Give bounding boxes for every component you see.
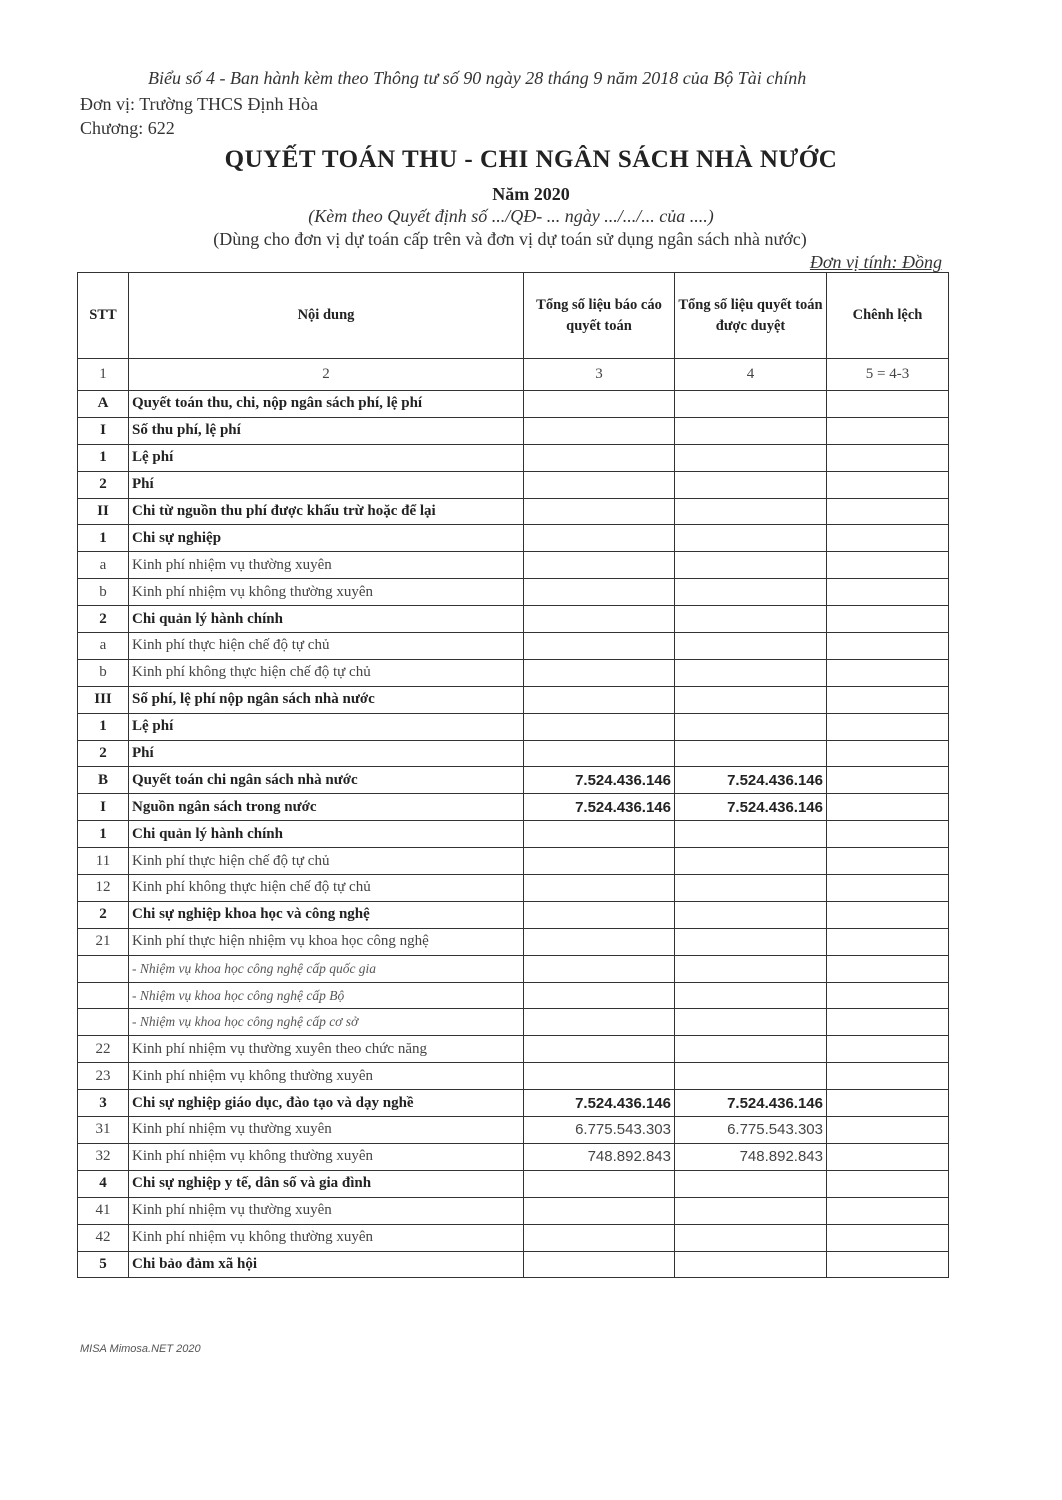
decision-reference: (Kèm theo Quyết định số .../QĐ- ... ngày .../.../... của ....) — [308, 206, 714, 226]
row-difference — [827, 552, 949, 579]
row-stt: I — [78, 794, 129, 821]
row-content: Kinh phí thực hiện chế độ tự chủ — [129, 848, 524, 875]
row-difference — [827, 1143, 949, 1170]
row-content: Kinh phí nhiệm vụ thường xuyên — [129, 1197, 524, 1224]
header-approved: Tổng số liệu quyết toán được duyệt — [675, 273, 827, 359]
row-stt: b — [78, 659, 129, 686]
column-number: 1 — [78, 359, 129, 391]
row-content: Kinh phí nhiệm vụ không thường xuyên — [129, 579, 524, 606]
row-difference — [827, 391, 949, 418]
row-difference — [827, 848, 949, 875]
row-reported-amount: 7.524.436.146 — [524, 767, 675, 794]
row-reported-amount — [524, 471, 675, 498]
row-content: Kinh phí không thực hiện chế độ tự chủ — [129, 659, 524, 686]
row-stt: a — [78, 552, 129, 579]
row-difference — [827, 1063, 949, 1090]
row-approved-amount — [675, 901, 827, 928]
row-content: Chi quản lý hành chính — [129, 821, 524, 848]
row-approved-amount — [675, 633, 827, 660]
row-difference — [827, 525, 949, 552]
row-difference — [827, 713, 949, 740]
row-reported-amount — [524, 659, 675, 686]
row-stt: I — [78, 417, 129, 444]
row-stt: 12 — [78, 875, 129, 902]
row-content: Phí — [129, 740, 524, 767]
row-approved-amount — [675, 552, 827, 579]
row-difference — [827, 686, 949, 713]
row-difference — [827, 659, 949, 686]
row-difference — [827, 1197, 949, 1224]
table-row — [78, 901, 949, 928]
row-difference — [827, 955, 949, 982]
row-stt: 2 — [78, 740, 129, 767]
row-difference — [827, 1251, 949, 1278]
row-approved-amount: 6.775.543.303 — [675, 1117, 827, 1144]
row-content: Kinh phí nhiệm vụ thường xuyên — [129, 1117, 524, 1144]
row-approved-amount — [675, 1197, 827, 1224]
row-stt: 1 — [78, 821, 129, 848]
table-row — [78, 875, 949, 902]
row-stt: 21 — [78, 928, 129, 955]
table-row — [78, 471, 949, 498]
row-difference — [827, 579, 949, 606]
row-reported-amount — [524, 391, 675, 418]
row-approved-amount: 7.524.436.146 — [675, 794, 827, 821]
table-row — [78, 794, 949, 821]
row-approved-amount — [675, 1224, 827, 1251]
row-reported-amount — [524, 955, 675, 982]
row-approved-amount — [675, 1063, 827, 1090]
row-stt: 1 — [78, 713, 129, 740]
row-approved-amount — [675, 713, 827, 740]
row-difference — [827, 471, 949, 498]
row-approved-amount — [675, 848, 827, 875]
row-stt: B — [78, 767, 129, 794]
row-stt: 1 — [78, 525, 129, 552]
row-reported-amount — [524, 552, 675, 579]
row-content: Kinh phí thực hiện chế độ tự chủ — [129, 633, 524, 660]
row-difference — [827, 982, 949, 1009]
row-difference — [827, 1170, 949, 1197]
row-reported-amount — [524, 1197, 675, 1224]
row-reported-amount — [524, 417, 675, 444]
row-approved-amount: 7.524.436.146 — [675, 1090, 827, 1117]
row-stt: 3 — [78, 1090, 129, 1117]
report-year: Năm 2020 — [492, 184, 570, 204]
row-content: Chi quản lý hành chính — [129, 606, 524, 633]
row-stt: 2 — [78, 471, 129, 498]
row-approved-amount — [675, 391, 827, 418]
table-row — [78, 767, 949, 794]
table-row — [78, 982, 949, 1009]
row-content: - Nhiệm vụ khoa học công nghệ cấp cơ sở — [129, 1009, 524, 1036]
table-row — [78, 579, 949, 606]
row-difference — [827, 821, 949, 848]
row-reported-amount: 6.775.543.303 — [524, 1117, 675, 1144]
row-reported-amount — [524, 928, 675, 955]
table-row — [78, 1224, 949, 1251]
row-difference — [827, 1117, 949, 1144]
row-approved-amount — [675, 498, 827, 525]
row-approved-amount — [675, 875, 827, 902]
header-reported: Tổng số liệu báo cáo quyết toán — [524, 273, 675, 359]
row-reported-amount — [524, 1036, 675, 1063]
row-difference — [827, 606, 949, 633]
document-title: QUYẾT TOÁN THU - CHI NGÂN SÁCH NHÀ NƯỚC — [224, 146, 838, 173]
row-reported-amount: 748.892.843 — [524, 1143, 675, 1170]
row-stt: 2 — [78, 901, 129, 928]
row-content: Số thu phí, lệ phí — [129, 417, 524, 444]
row-difference — [827, 767, 949, 794]
row-reported-amount — [524, 1063, 675, 1090]
currency-unit: Đơn vị tính: Đồng — [809, 252, 942, 272]
row-approved-amount — [675, 444, 827, 471]
row-stt: III — [78, 686, 129, 713]
row-reported-amount — [524, 525, 675, 552]
row-content: Chi từ nguồn thu phí được khấu trừ hoặc để lại — [129, 498, 524, 525]
row-content: Lệ phí — [129, 713, 524, 740]
table-row — [78, 606, 949, 633]
table-row — [78, 1170, 949, 1197]
row-reported-amount — [524, 982, 675, 1009]
row-reported-amount — [524, 713, 675, 740]
row-stt — [78, 1009, 129, 1036]
table-row — [78, 955, 949, 982]
row-content: Chi sự nghiệp khoa học và công nghệ — [129, 901, 524, 928]
column-number: 4 — [675, 359, 827, 391]
row-stt: 4 — [78, 1170, 129, 1197]
row-content: Quyết toán thu, chi, nộp ngân sách phí, lệ phí — [129, 391, 524, 418]
row-approved-amount — [675, 928, 827, 955]
row-reported-amount — [524, 848, 675, 875]
row-reported-amount — [524, 875, 675, 902]
row-approved-amount — [675, 579, 827, 606]
table-header-row — [78, 273, 949, 359]
table-row — [78, 928, 949, 955]
row-content: Lệ phí — [129, 444, 524, 471]
row-approved-amount: 7.524.436.146 — [675, 767, 827, 794]
row-reported-amount: 7.524.436.146 — [524, 1090, 675, 1117]
usage-note: (Dùng cho đơn vị dự toán cấp trên và đơn vị dự toán sử dụng ngân sách nhà nước) — [213, 229, 807, 249]
table-body — [78, 391, 949, 1278]
row-content: Kinh phí không thực hiện chế độ tự chủ — [129, 875, 524, 902]
table-row — [78, 525, 949, 552]
row-content: Quyết toán chi ngân sách nhà nước — [129, 767, 524, 794]
row-content: Số phí, lệ phí nộp ngân sách nhà nước — [129, 686, 524, 713]
row-difference — [827, 1009, 949, 1036]
row-approved-amount — [675, 1170, 827, 1197]
row-content: - Nhiệm vụ khoa học công nghệ cấp Bộ — [129, 982, 524, 1009]
row-approved-amount — [675, 955, 827, 982]
row-stt: 31 — [78, 1117, 129, 1144]
row-difference — [827, 1090, 949, 1117]
row-content: Kinh phí nhiệm vụ thường xuyên theo chức năng — [129, 1036, 524, 1063]
table-row — [78, 713, 949, 740]
row-difference — [827, 1036, 949, 1063]
row-approved-amount — [675, 821, 827, 848]
row-approved-amount — [675, 525, 827, 552]
row-difference — [827, 1224, 949, 1251]
table-row — [78, 391, 949, 418]
row-content: Kinh phí thực hiện nhiệm vụ khoa học công nghệ — [129, 928, 524, 955]
table-row — [78, 686, 949, 713]
table-row — [78, 498, 949, 525]
row-difference — [827, 901, 949, 928]
row-reported-amount — [524, 1170, 675, 1197]
row-stt: a — [78, 633, 129, 660]
row-approved-amount — [675, 606, 827, 633]
row-stt: b — [78, 579, 129, 606]
row-approved-amount — [675, 1009, 827, 1036]
row-difference — [827, 875, 949, 902]
table-row — [78, 417, 949, 444]
table-row — [78, 821, 949, 848]
unit-name: Đơn vị: Trường THCS Định Hòa — [80, 94, 318, 114]
row-reported-amount — [524, 444, 675, 471]
table-row — [78, 1117, 949, 1144]
table-row — [78, 1143, 949, 1170]
row-difference — [827, 444, 949, 471]
row-difference — [827, 794, 949, 821]
row-stt: 22 — [78, 1036, 129, 1063]
table-row — [78, 444, 949, 471]
row-content: Kinh phí nhiệm vụ không thường xuyên — [129, 1143, 524, 1170]
row-stt: A — [78, 391, 129, 418]
column-number: 3 — [524, 359, 675, 391]
settlement-table — [77, 272, 949, 1278]
row-content: Kinh phí nhiệm vụ thường xuyên — [129, 552, 524, 579]
row-difference — [827, 498, 949, 525]
row-stt: 11 — [78, 848, 129, 875]
row-reported-amount — [524, 821, 675, 848]
row-stt: 5 — [78, 1251, 129, 1278]
row-content: Kinh phí nhiệm vụ không thường xuyên — [129, 1224, 524, 1251]
header-stt: STT — [78, 273, 129, 359]
table-row — [78, 1251, 949, 1278]
row-reported-amount — [524, 579, 675, 606]
row-approved-amount — [675, 686, 827, 713]
row-content: Chi sự nghiệp giáo dục, đào tạo và dạy nghề — [129, 1090, 524, 1117]
row-approved-amount — [675, 471, 827, 498]
row-reported-amount — [524, 686, 675, 713]
row-stt: 1 — [78, 444, 129, 471]
row-difference — [827, 740, 949, 767]
row-stt — [78, 955, 129, 982]
table-row — [78, 1036, 949, 1063]
row-difference — [827, 417, 949, 444]
table-row — [78, 633, 949, 660]
row-reported-amount: 7.524.436.146 — [524, 794, 675, 821]
row-content: Chi bảo đảm xã hội — [129, 1251, 524, 1278]
header-difference: Chênh lệch — [827, 273, 949, 359]
table-row — [78, 1063, 949, 1090]
row-content: Nguồn ngân sách trong nước — [129, 794, 524, 821]
row-reported-amount — [524, 740, 675, 767]
row-reported-amount — [524, 606, 675, 633]
row-difference — [827, 633, 949, 660]
row-stt: 42 — [78, 1224, 129, 1251]
row-stt: 2 — [78, 606, 129, 633]
row-stt: 41 — [78, 1197, 129, 1224]
row-content: Chi sự nghiệp y tế, dân số và gia đình — [129, 1170, 524, 1197]
table-row — [78, 1009, 949, 1036]
row-reported-amount — [524, 1251, 675, 1278]
row-reported-amount — [524, 1224, 675, 1251]
row-approved-amount — [675, 740, 827, 767]
row-approved-amount — [675, 982, 827, 1009]
row-approved-amount: 748.892.843 — [675, 1143, 827, 1170]
column-number: 2 — [129, 359, 524, 391]
row-reported-amount — [524, 1009, 675, 1036]
row-stt — [78, 982, 129, 1009]
table-row — [78, 659, 949, 686]
row-content: Kinh phí nhiệm vụ không thường xuyên — [129, 1063, 524, 1090]
row-reported-amount — [524, 498, 675, 525]
row-approved-amount — [675, 417, 827, 444]
table-row — [78, 1197, 949, 1224]
row-content: Chi sự nghiệp — [129, 525, 524, 552]
row-stt: 32 — [78, 1143, 129, 1170]
column-number-row — [78, 359, 949, 391]
row-reported-amount — [524, 633, 675, 660]
row-stt: 23 — [78, 1063, 129, 1090]
row-difference — [827, 928, 949, 955]
row-approved-amount — [675, 1036, 827, 1063]
row-approved-amount — [675, 659, 827, 686]
chapter-code: Chương: 622 — [80, 118, 175, 138]
row-reported-amount — [524, 901, 675, 928]
table-row — [78, 552, 949, 579]
row-stt: II — [78, 498, 129, 525]
row-content: Phí — [129, 471, 524, 498]
table-row — [78, 848, 949, 875]
form-reference-note: Biểu số 4 - Ban hành kèm theo Thông tư số 90 ngày 28 tháng 9 năm 2018 của Bộ Tài chính — [148, 68, 807, 88]
table-row — [78, 740, 949, 767]
header-content: Nội dung — [129, 273, 524, 359]
column-number: 5 = 4-3 — [827, 359, 949, 391]
row-content: - Nhiệm vụ khoa học công nghệ cấp quốc gia — [129, 955, 524, 982]
software-footer: MISA Mimosa.NET 2020 — [80, 1343, 201, 1355]
table-row — [78, 1090, 949, 1117]
row-approved-amount — [675, 1251, 827, 1278]
